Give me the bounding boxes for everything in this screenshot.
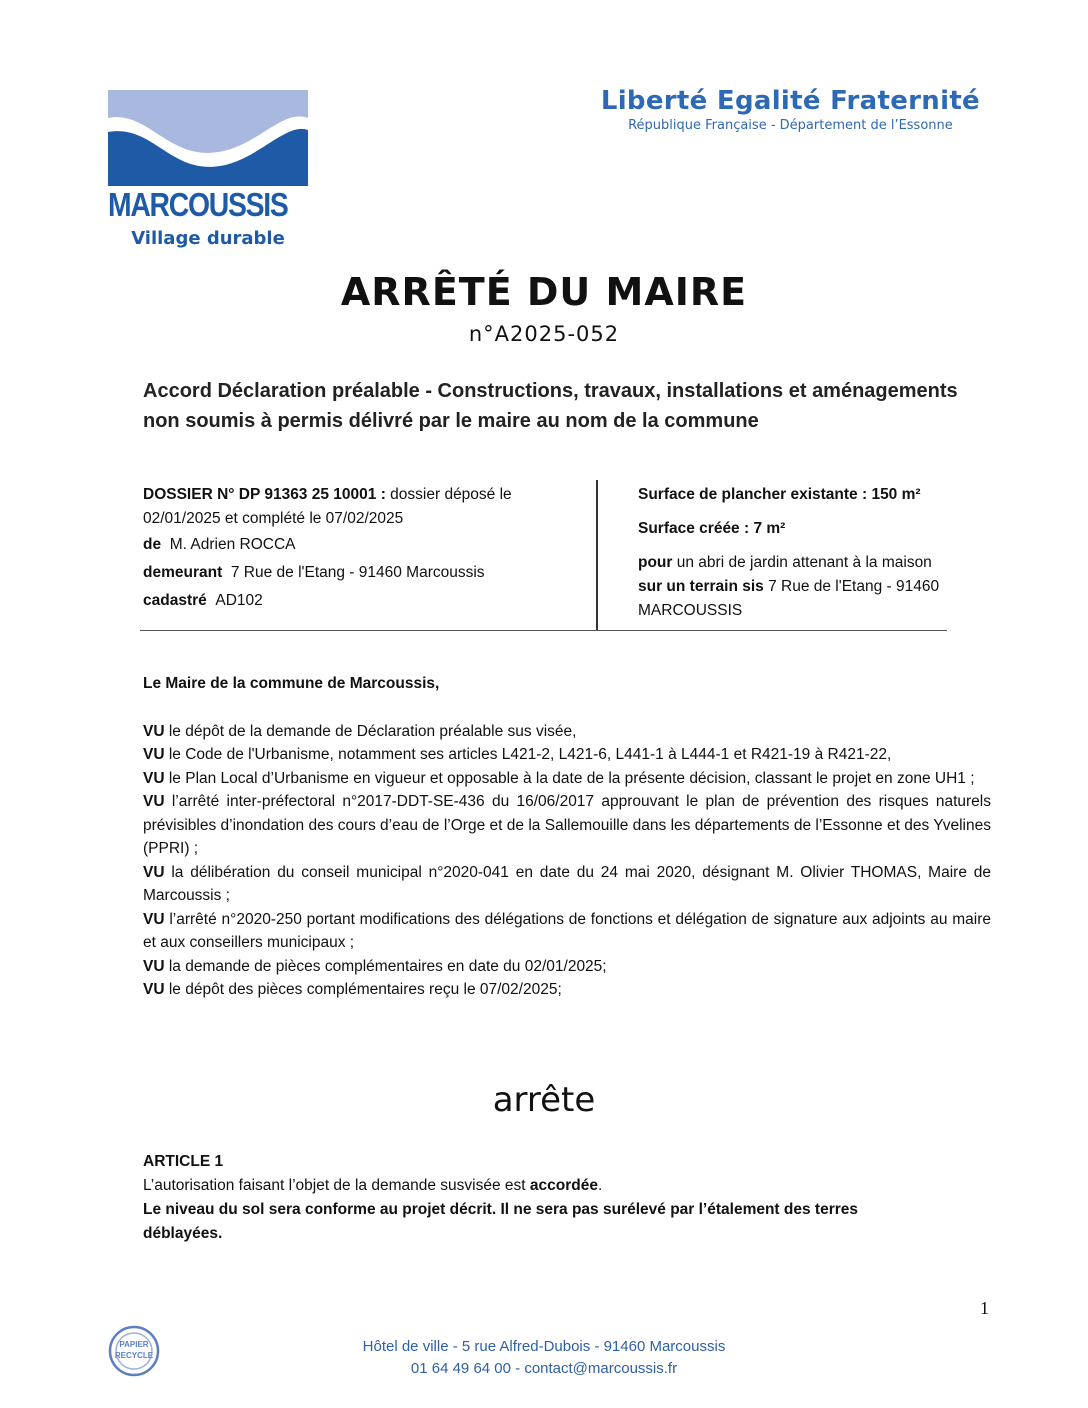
vu-label: VU [143, 746, 165, 763]
vu-item [143, 767, 991, 791]
terrain-label: sur un terrain sis [638, 578, 764, 595]
arrete-heading: arrête [492, 1080, 596, 1120]
vu-text: l’arrêté n°2020-250 portant modifications des délégations de fonctions et délégation de signature aux adjoints au maire et aux conseillers municipaux ; [143, 910, 991, 951]
address-label: demeurant [143, 564, 223, 581]
article-text: L’autorisation faisant l’objet de la demande susvisée est [143, 1177, 526, 1194]
footer [0, 1336, 1088, 1380]
footer-contact: 01 64 49 64 00 - contact@marcoussis.fr [410, 1360, 678, 1377]
dossier-info-block [140, 480, 947, 631]
dossier-text: dossier déposé le 02/01/2025 et complété le 07/02/2025 [143, 486, 512, 527]
decree-number: n°A2025-052 [468, 322, 620, 346]
vu-text: le dépôt des pièces complémentaires reçu le 07/02/2025; [168, 981, 562, 998]
vu-label: VU [143, 957, 165, 975]
motto-main: Liberté Egalité Fraternité [600, 86, 980, 116]
mayor-line: Le Maire de la commune de Marcoussis, [143, 675, 440, 692]
vu-label: VU [143, 863, 165, 881]
article-heading: ARTICLE 1 [143, 1153, 224, 1170]
republic-motto [601, 86, 980, 133]
vu-item [143, 743, 991, 767]
existing-surface: Surface de plancher existante : 150 m² [638, 486, 921, 503]
vu-text: l’arrêté inter-préfectoral n°2017-DDT-SE-436 du 16/06/2017 approuvant le plan de prévention des risques naturels prévisibles d’inondation des cours d’eau de l’Orge et de la Sallemouille dans les départements de l’Essonne et des Yvelines (PPRI) ; [143, 793, 991, 857]
vu-text: le Plan Local d’Urbanisme en vigueur et opposable à la date de la présente décision, classant le projet en zone UH1 ; [168, 769, 975, 787]
logo-wave-icon [108, 90, 308, 186]
vu-label: VU [143, 981, 165, 998]
recycle-line1: PAPIER [119, 1340, 149, 1349]
dossier-details [143, 483, 583, 613]
vu-item [143, 861, 991, 908]
logo-name: MARCOUSSIS [108, 186, 288, 223]
vu-label: VU [143, 910, 165, 928]
vu-text: la demande de pièces complémentaires en date du 02/01/2025; [168, 957, 607, 975]
cadastre-label: cadastré [143, 592, 207, 609]
page-number: 1 [980, 1298, 989, 1318]
marcoussis-logo [108, 90, 308, 250]
vu-text: le dépôt de la demande de Déclaration préalable sus visée, [168, 722, 577, 740]
article-1 [143, 1150, 923, 1246]
applicant-label: de [143, 536, 162, 553]
decree-subject: Accord Déclaration préalable - Constructions, travaux, installations et aménagements non soumis à permis délivré par le maire au nom de la commune [143, 380, 958, 432]
logo-tagline: Village durable [131, 228, 285, 249]
vu-item [143, 955, 991, 979]
vu-item [143, 908, 991, 955]
article-punct: . [597, 1177, 603, 1194]
document-title: ARRÊTÉ DU MAIRE [340, 270, 748, 314]
applicant-name: M. Adrien ROCCA [169, 536, 296, 553]
cadastre-value: AD102 [215, 592, 263, 609]
vu-text: le Code de l'Urbanisme, notamment ses articles L421-2, L421-6, L441-1 à L444-1 et R421-19 à R421-22, [168, 746, 892, 763]
vu-label: VU [143, 722, 165, 740]
vu-label: VU [143, 769, 165, 787]
decree-body [143, 672, 991, 1002]
purpose-label: pour [638, 554, 673, 571]
terrain-value: 7 Rue de l'Etang - 91460 MARCOUSSIS [638, 578, 940, 619]
applicant-address: 7 Rue de l'Etang - 91460 Marcoussis [230, 564, 485, 581]
vu-label: VU [143, 793, 165, 810]
info-divider [596, 480, 598, 630]
dossier-label: DOSSIER N° DP 91363 25 10001 : [143, 486, 386, 503]
vu-list [143, 720, 991, 1002]
footer-address: Hôtel de ville - 5 rue Alfred-Dubois - 91460 Marcoussis [362, 1338, 726, 1355]
surface-details [638, 483, 958, 623]
article-note: Le niveau du sol sera conforme au projet décrit. Il ne sera pas surélevé par l’étalement des terres déblayées. [143, 1201, 859, 1242]
article-accorded: accordée [529, 1177, 598, 1194]
motto-sub: République Française - Département de l’Essonne [628, 118, 953, 133]
purpose-value: un abri de jardin attenant à la maison [676, 554, 932, 571]
vu-text: la délibération du conseil municipal n°2020-041 en date du 24 mai 2020, désignant M. Olivier THOMAS, Maire de Marcoussis ; [143, 863, 991, 904]
vu-item [143, 978, 991, 1002]
vu-item [143, 720, 991, 744]
created-surface: Surface créée : 7 m² [638, 520, 786, 537]
vu-item [143, 790, 991, 861]
recycle-line2: RECYCLE [114, 1351, 154, 1360]
